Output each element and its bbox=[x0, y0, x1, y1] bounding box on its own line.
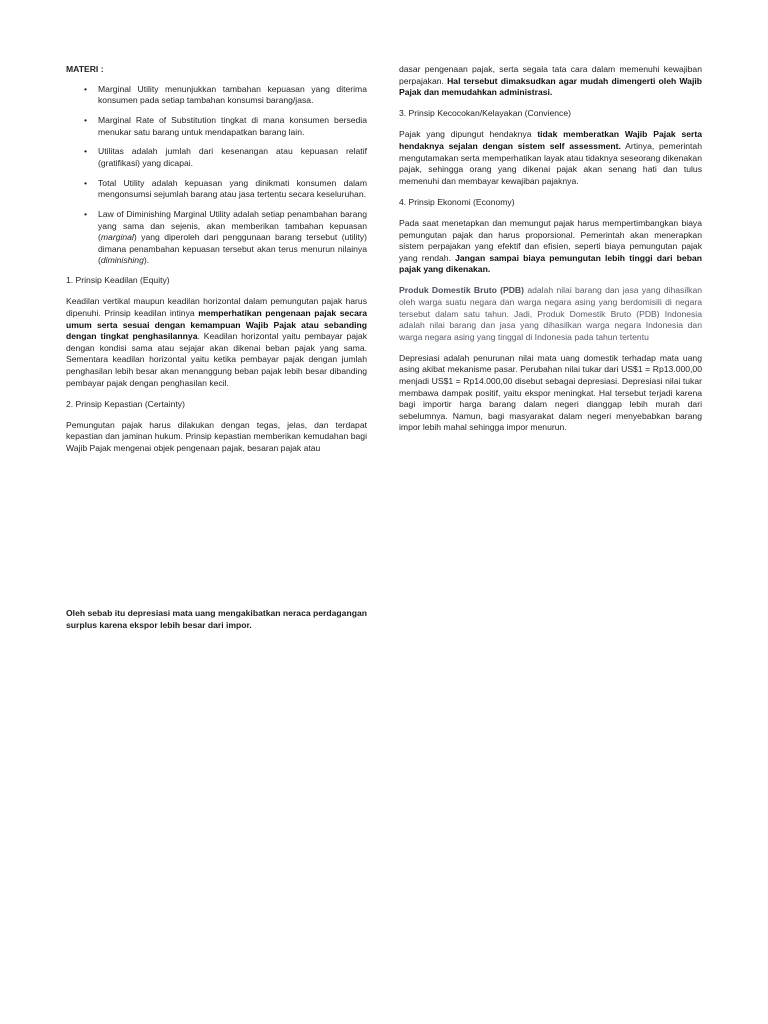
equity-paragraph: Keadilan vertikal maupun keadilan horizontal dalam pemungutan pajak harus dipenuhi. Prinsip keadilan intinya memperhatikan pengenaan pajak secara umum serta sesuai dengan kemampuan Wajib Pajak atau sebanding dengan tingkat penghasilannya. Keadilan horizontal yaitu pembayar pajak dengan kondisi sama atau sejajar akan dikenai beban pajak yang sama. Sementara keadilan horizontal yaitu ketika pembayar pajak dengan jumlah penghasilan lebih besar akan menanggung beban pajak lebih besar dibanding pembayar pajak dengan penghasilan kecil. bbox=[66, 296, 367, 388]
convenience-paragraph: Pajak yang dipungut hendaknya tidak memberatkan Wajib Pajak serta hendaknya sejalan dengan sistem self assessment. Artinya, pemerintah mengutamakan serta memperhatikan layak atau tidaknya seseorang dikenakan pajak, sehingga orang yang dikenai pajak akan senang hati dan tulus memenuhi dan membayar kewajiban pajaknya. bbox=[399, 129, 702, 186]
pdb-paragraph: Produk Domestik Bruto (PDB) adalah nilai barang dan jasa yang dihasilkan oleh warga suatu negara dan warga negara asing yang berdomisili di negara tersebut dalam satu tahun. Jadi, Produk Domestik Bruto (PDB) Indonesia adalah nilai barang dan jasa yang dihasilkan warga negara Indonesia dan warga negara asing yang tinggal di Indonesia pada tahun tertentu bbox=[399, 285, 703, 342]
bullet-dot-icon: • bbox=[84, 177, 88, 188]
materi-bullet-list bbox=[66, 84, 367, 267]
bullet-utilitas: • Utilitas adalah jumlah dari kesenangan atau kepuasan relatif (gratifikasi) yang dicapai. bbox=[84, 146, 367, 168]
depresiasi-paragraph: Depresiasi adalah penurunan nilai mata uang domestik terhadap mata uang asing akibat mekanisme pasar. Perubahan nilai tukar dari US$1 = Rp13.000,00 menjadi US$1 = Rp14.000,00 disebut sebagai depresiasi. Depresiasi nilai tukar membawa dampak positif, yaitu ekspor meningkat. Hal tersebut terjadi karena bagi importir harga barang dalam negeri dianggap lebih murah dari sebelumnya. Namun, bagi masyarakat dalam negeri menyebabkan barang impor lebih mahal sehingga impor menurun. bbox=[399, 352, 702, 433]
economy-heading: 4. Prinsip Ekonomi (Economy) bbox=[399, 196, 515, 207]
bullet-dot-icon: • bbox=[84, 114, 88, 125]
left-column bbox=[66, 64, 367, 464]
right-column bbox=[399, 64, 702, 444]
certainty-paragraph: Pemungutan pajak harus dilakukan dengan tegas, jelas, dan terdapat kepastian dan jaminan hukum. Prinsip kepastian memberikan kemudahan bagi Wajib Pajak mengenai objek pengenaan pajak, besaran pajak atau bbox=[66, 419, 367, 453]
equity-heading: 1. Prinsip Keadilan (Equity) bbox=[66, 275, 170, 286]
bullet-marginal-utility: • Marginal Utility menunjukkan tambahan kepuasan yang diterima konsumen pada setiap tambahan konsumsi barang/jasa. bbox=[84, 83, 367, 106]
bullet-dot-icon: • bbox=[84, 146, 88, 157]
certainty-continuation: dasar pengenaan pajak, serta segala tata cara dalam memenuhi kewajiban perpajakan. Hal tersebut dimaksudkan agar mudah dimengerti oleh Wajib Pajak dan memudahkan administrasi. bbox=[399, 64, 702, 98]
economy-paragraph: Pada saat menetapkan dan memungut pajak harus mempertimbangkan biaya pemungutan pajak dan harus proporsional. Pemerintah akan menerapkan sistem perpajakan yang efektif dan efisien, seperti biaya pemungutan pajak yang rendah. Jangan sampai biaya pemungutan lebih tinggi dari beban pajak yang dikenakan. bbox=[399, 217, 702, 275]
convenience-heading: 3. Prinsip Kecocokan/Kelayakan (Convience) bbox=[399, 108, 571, 119]
bullet-marginal-rate-substitution: • Marginal Rate of Substitution tingkat di mana konsumen bersedia menukar satu barang untuk mendapatkan barang lain. bbox=[84, 114, 367, 137]
bullet-total-utility: • Total Utility adalah kepuasan yang dinikmati konsumen dalam mengonsumsi sejumlah barang atau jasa tertentu secara keseluruhan. bbox=[84, 177, 367, 200]
bullet-dot-icon: • bbox=[84, 209, 88, 220]
certainty-heading: 2. Prinsip Kepastian (Certainty) bbox=[66, 398, 185, 409]
materi-title: MATERI : bbox=[66, 64, 104, 74]
bullet-law-diminishing: • Law of Diminishing Marginal Utility adalah setiap penambahan barang yang sama dan sejenis, akan memberikan tambahan kepuasan (marginal) yang diperoleh dari penggunaan barang tersebut (utility) dimana penambahan kepuasan tersebut akan terus menurun nilainya (diminishing). bbox=[84, 209, 367, 266]
bullet-dot-icon: • bbox=[84, 83, 88, 94]
depreciation-conclusion: Oleh sebab itu depresiasi mata uang mengakibatkan neraca perdagangan surplus karena ekspor lebih besar dari impor. bbox=[66, 608, 367, 630]
